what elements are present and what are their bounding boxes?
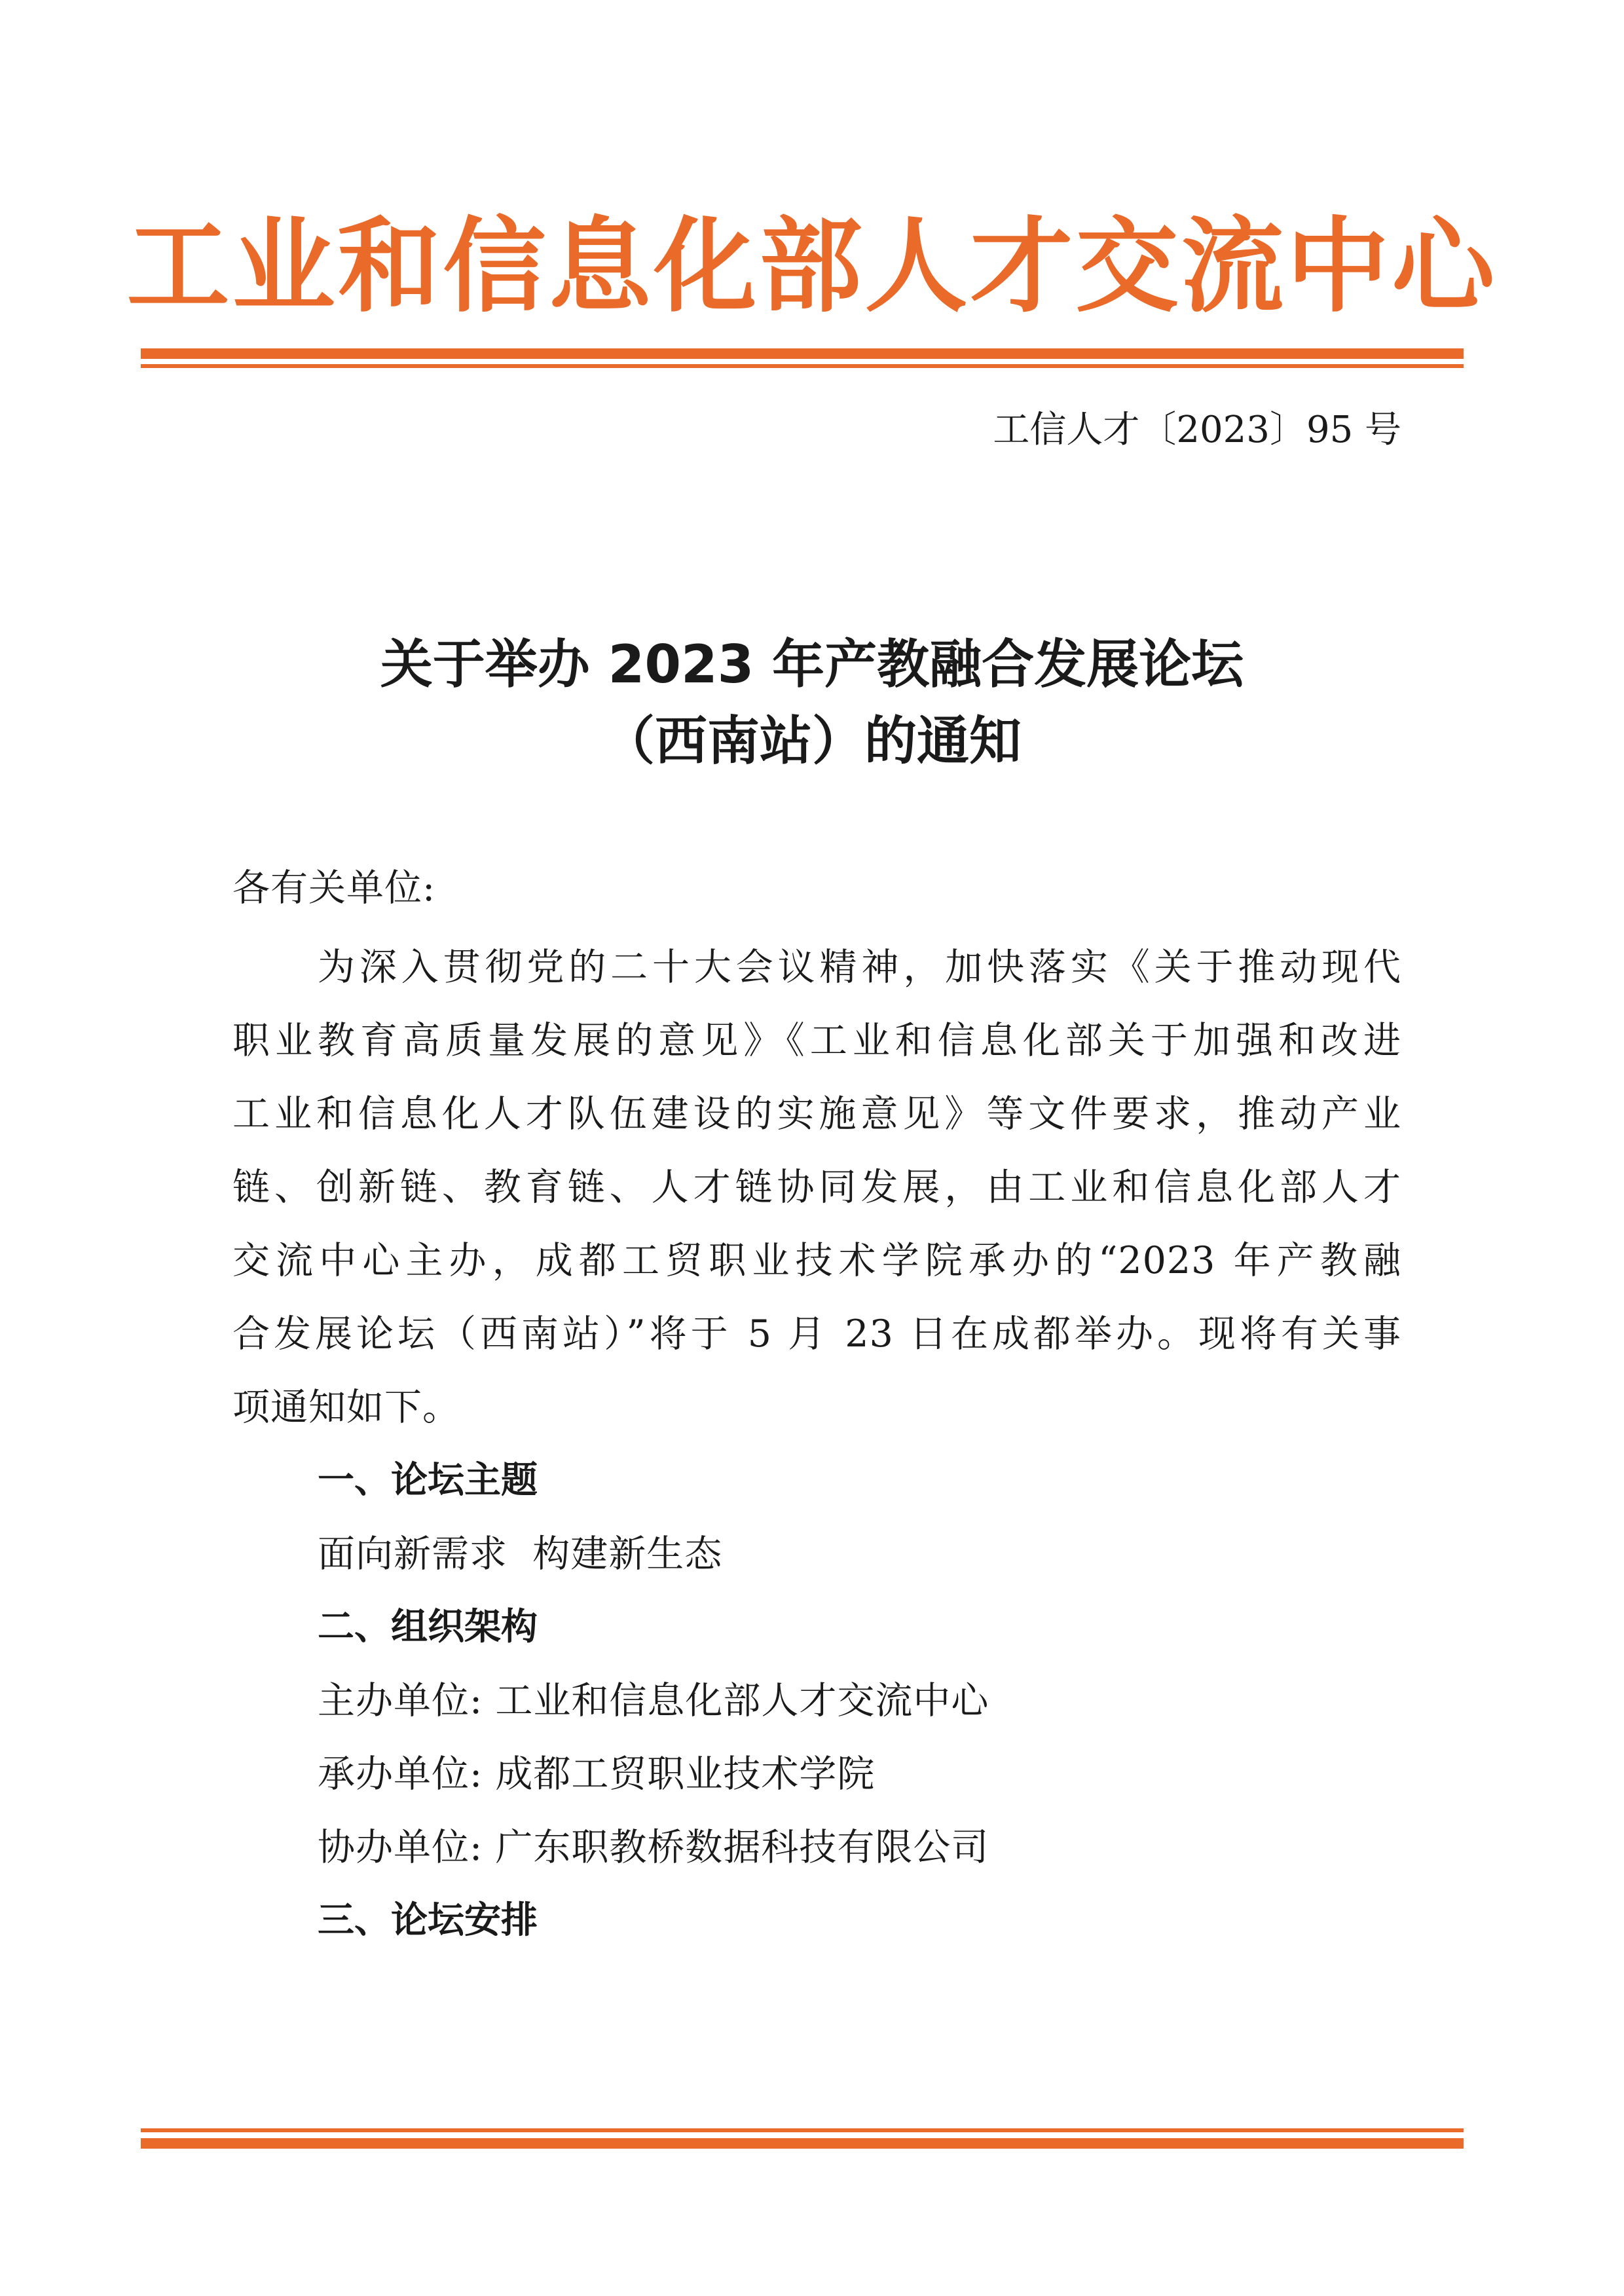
host-unit: 主办单位: 工业和信息化部人才交流中心 — [318, 1679, 989, 1722]
salutation: 各有关单位: — [232, 866, 436, 910]
co-organizer-unit: 协办单位: 广东职教桥数据科技有限公司 — [318, 1826, 989, 1869]
title-line-1: 关于举办 2023 年产教融合发展论坛 — [380, 634, 1244, 695]
intro-line: 链、创新链、教育链、人才链协同发展，由工业和信息化部人才 — [232, 1166, 1401, 1209]
footer-rule-thin — [141, 2128, 1464, 2132]
title-line-2: （西南站）的通知 — [602, 711, 1022, 771]
header-rule-thick — [141, 348, 1464, 359]
section-heading-theme: 一、论坛主题 — [318, 1459, 538, 1502]
intro-line: 工业和信息化人才队伍建设的实施意见》等文件要求，推动产业 — [232, 1092, 1401, 1136]
forum-theme-text: 面向新需求 构建新生态 — [318, 1532, 723, 1576]
masthead-org-name: 工业和信息化部人才交流中心 — [126, 207, 1498, 327]
document-number: 工信人才〔2023〕95 号 — [993, 409, 1401, 451]
intro-line: 为深入贯彻党的二十大会议精神，加快落实《关于推动现代 — [318, 946, 1401, 989]
section-heading-organization: 二、组织架构 — [318, 1606, 538, 1648]
header-rule-thin — [141, 364, 1464, 368]
intro-line: 合发展论坛（西南站）”将于 5 月 23 日在成都举办。现将有关事 — [232, 1312, 1401, 1356]
intro-line: 交流中心主办，成都工贸职业技术学院承办的“2023 年产教融 — [232, 1239, 1401, 1282]
intro-line: 职业教育高质量发展的意见》《工业和信息化部关于加强和改进 — [232, 1019, 1401, 1062]
organizer-unit: 承办单位: 成都工贸职业技术学院 — [318, 1752, 876, 1796]
intro-line: 项通知如下。 — [232, 1386, 460, 1429]
section-heading-arrangement: 三、论坛安排 — [318, 1899, 538, 1942]
footer-rule-thick — [141, 2138, 1464, 2149]
